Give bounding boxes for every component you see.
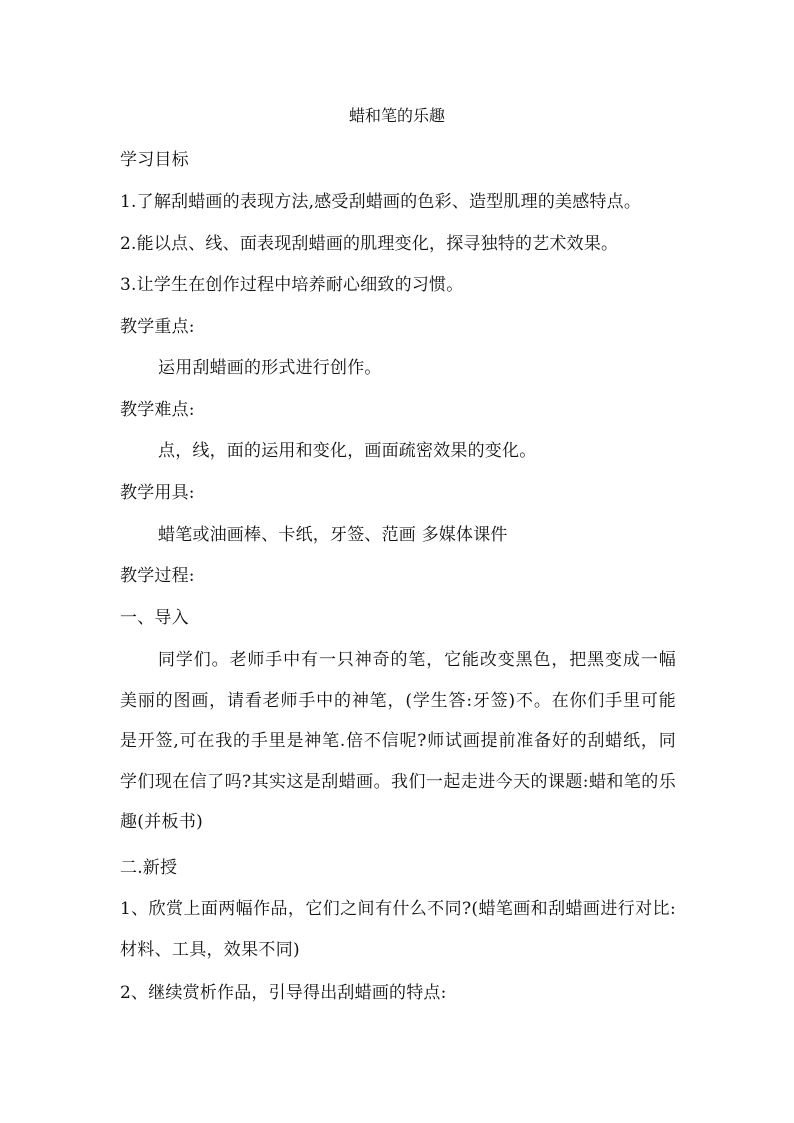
objective-item-2: 2.能以点、线、面表现刮蜡画的肌理变化，探寻独特的艺术效果。 xyxy=(120,234,619,254)
key-point-text: 运用刮蜡画的形式进行创作。 xyxy=(158,358,382,378)
section2-heading: 二.新授 xyxy=(120,858,178,878)
tools-heading: 教学用具: xyxy=(120,483,195,503)
tools-text: 蜡笔或油画棒、卡纸，牙签、范画 多媒体课件 xyxy=(158,525,508,545)
key-point-heading: 教学重点: xyxy=(120,317,195,337)
difficulty-text: 点，线，面的运用和变化，画面疏密效果的变化。 xyxy=(158,441,537,461)
section2-item-1: 1、欣赏上面两幅作品，它们之间有什么不同?(蜡笔画和刮蜡画进行对比:材料、工具，效果不同) xyxy=(120,899,676,960)
document-title: 蜡和笔的乐趣 xyxy=(348,106,445,125)
difficulty-heading: 教学难点: xyxy=(120,400,195,420)
objectives-heading: 学习目标 xyxy=(120,150,189,170)
objective-item-3: 3.让学生在创作过程中培养耐心细致的习惯。 xyxy=(120,275,464,295)
objective-item-1: 1.了解刮蜡画的表现方法,感受刮蜡画的色彩、造型肌理的美感特点。 xyxy=(120,192,642,212)
section2-item-2: 2、继续赏析作品，引导得出刮蜡画的特点: xyxy=(120,983,447,1003)
section1-paragraph: 同学们。老师手中有一只神奇的笔，它能改变黑色，把黑变成一幅美丽的图画，请看老师手中的神笔，(学生答:牙签)不。在你们手里可能是开签,可在我的手里是神笔.倍不信呢?师试画提前准备好的刮蜡纸，同学们现在信了吗?其实这是刮蜡画。我们一起走进今天的课题:蜡和笔的乐趣(并板书) xyxy=(120,650,676,832)
process-heading: 教学过程: xyxy=(120,566,195,586)
section1-heading: 一、导入 xyxy=(120,608,189,628)
